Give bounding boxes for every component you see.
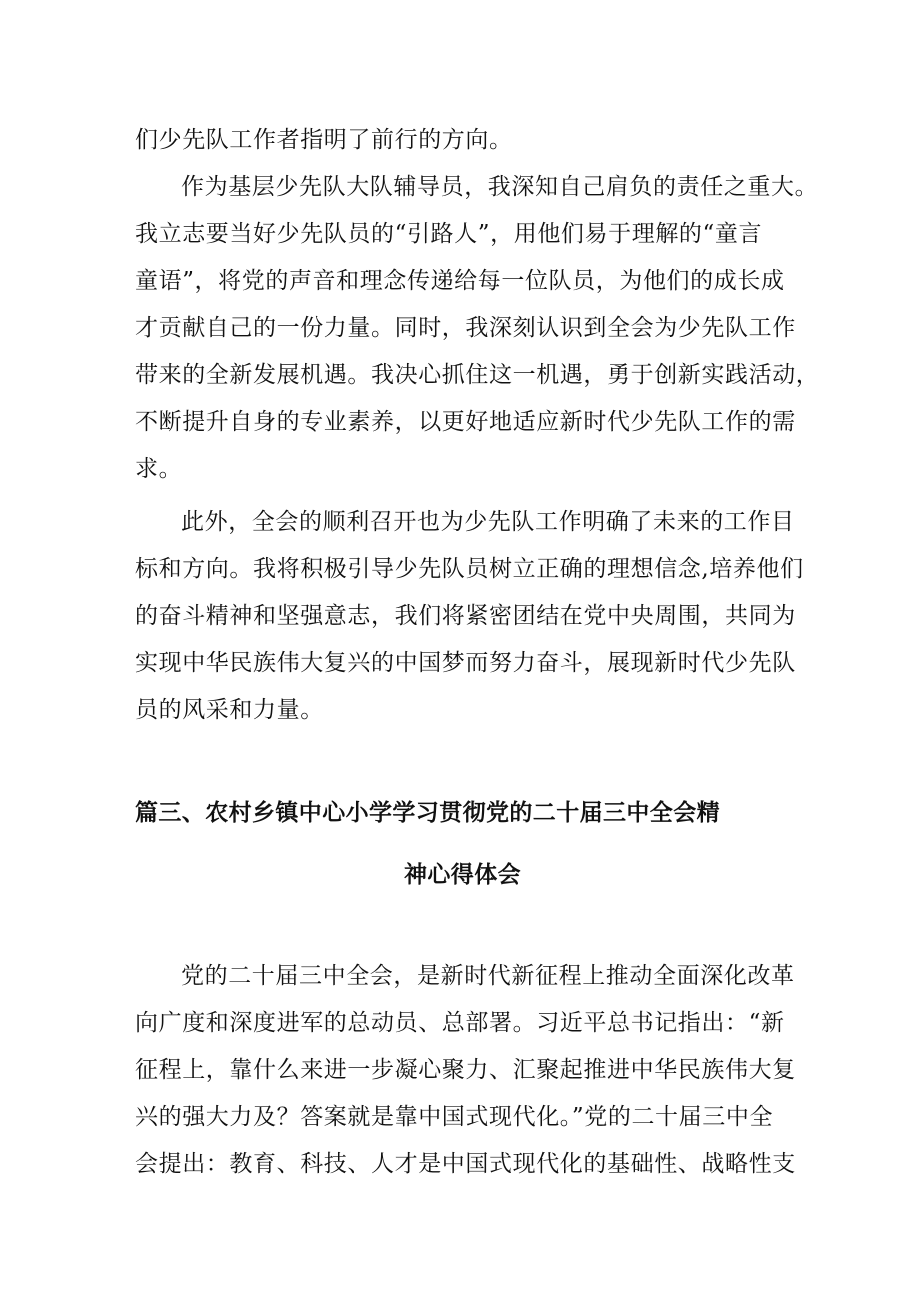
text-line: 向广度和深度进军的总动员、总部署。习近平总书记指出：“新 (135, 1010, 785, 1036)
text-line: 童语”，将党的声音和理念传递给每一位队员，为他们的成长成 (135, 268, 785, 294)
text-line: 的奋斗精神和坚强意志，我们将紧密团结在党中央周围，共同为 (135, 603, 796, 629)
text-line: 兴的强大力及？答案就是靠中国式现代化。”党的二十届三中全 (135, 1104, 774, 1130)
text-line: 会提出：教育、科技、人才是中国式现代化的基础性、战略性支 (135, 1151, 796, 1177)
paragraph-counselor-role (135, 164, 820, 493)
text-line: 求。 (135, 456, 183, 482)
text-line: 们少先队工作者指明了前行的方向。 (135, 127, 513, 153)
text-line: 标和方向。我将积极引导少先队员树立正确的理想信念,培养他们 (135, 556, 804, 582)
text-line: 不断提升自身的专业素养，以更好地适应新时代少先队工作的需 (135, 409, 796, 435)
paragraph-plenary-session (135, 953, 800, 1188)
paragraph-goals (135, 499, 804, 734)
text-line: 才贡献自己的一份力量。同时，我深刻认识到全会为少先队工作 (135, 315, 796, 341)
text-line: 我立志要当好少先队员的“引路人”，用他们易于理解的“童言 (135, 221, 763, 247)
section-heading-line-2: 神心得体会 (404, 862, 521, 888)
text-line: 带来的全新发展机遇。我决心抓住这一机遇，勇于创新实践活动， (135, 362, 820, 388)
text-line: 员的风采和力量。 (135, 697, 324, 723)
text-line: 实现中华民族伟大复兴的中国梦而努力奋斗，展现新时代少先队 (135, 650, 796, 676)
text-line: 此外，全会的顺利召开也为少先队工作明确了未来的工作目 (181, 509, 795, 535)
text-line: 作为基层少先队大队辅导员，我深知自己肩负的责任之重大。 (181, 174, 819, 200)
paragraph-continuation (135, 117, 800, 164)
text-line: 征程上，靠什么来进一步凝心聚力、汇聚起推进中华民族伟大复 (135, 1057, 796, 1083)
text-line: 党的二十届三中全会，是新时代新征程上推动全面深化改革 (181, 963, 795, 989)
section-heading-line-1: 篇三、农村乡镇中心小学学习贯彻党的二十届三中全会精 (135, 800, 720, 826)
